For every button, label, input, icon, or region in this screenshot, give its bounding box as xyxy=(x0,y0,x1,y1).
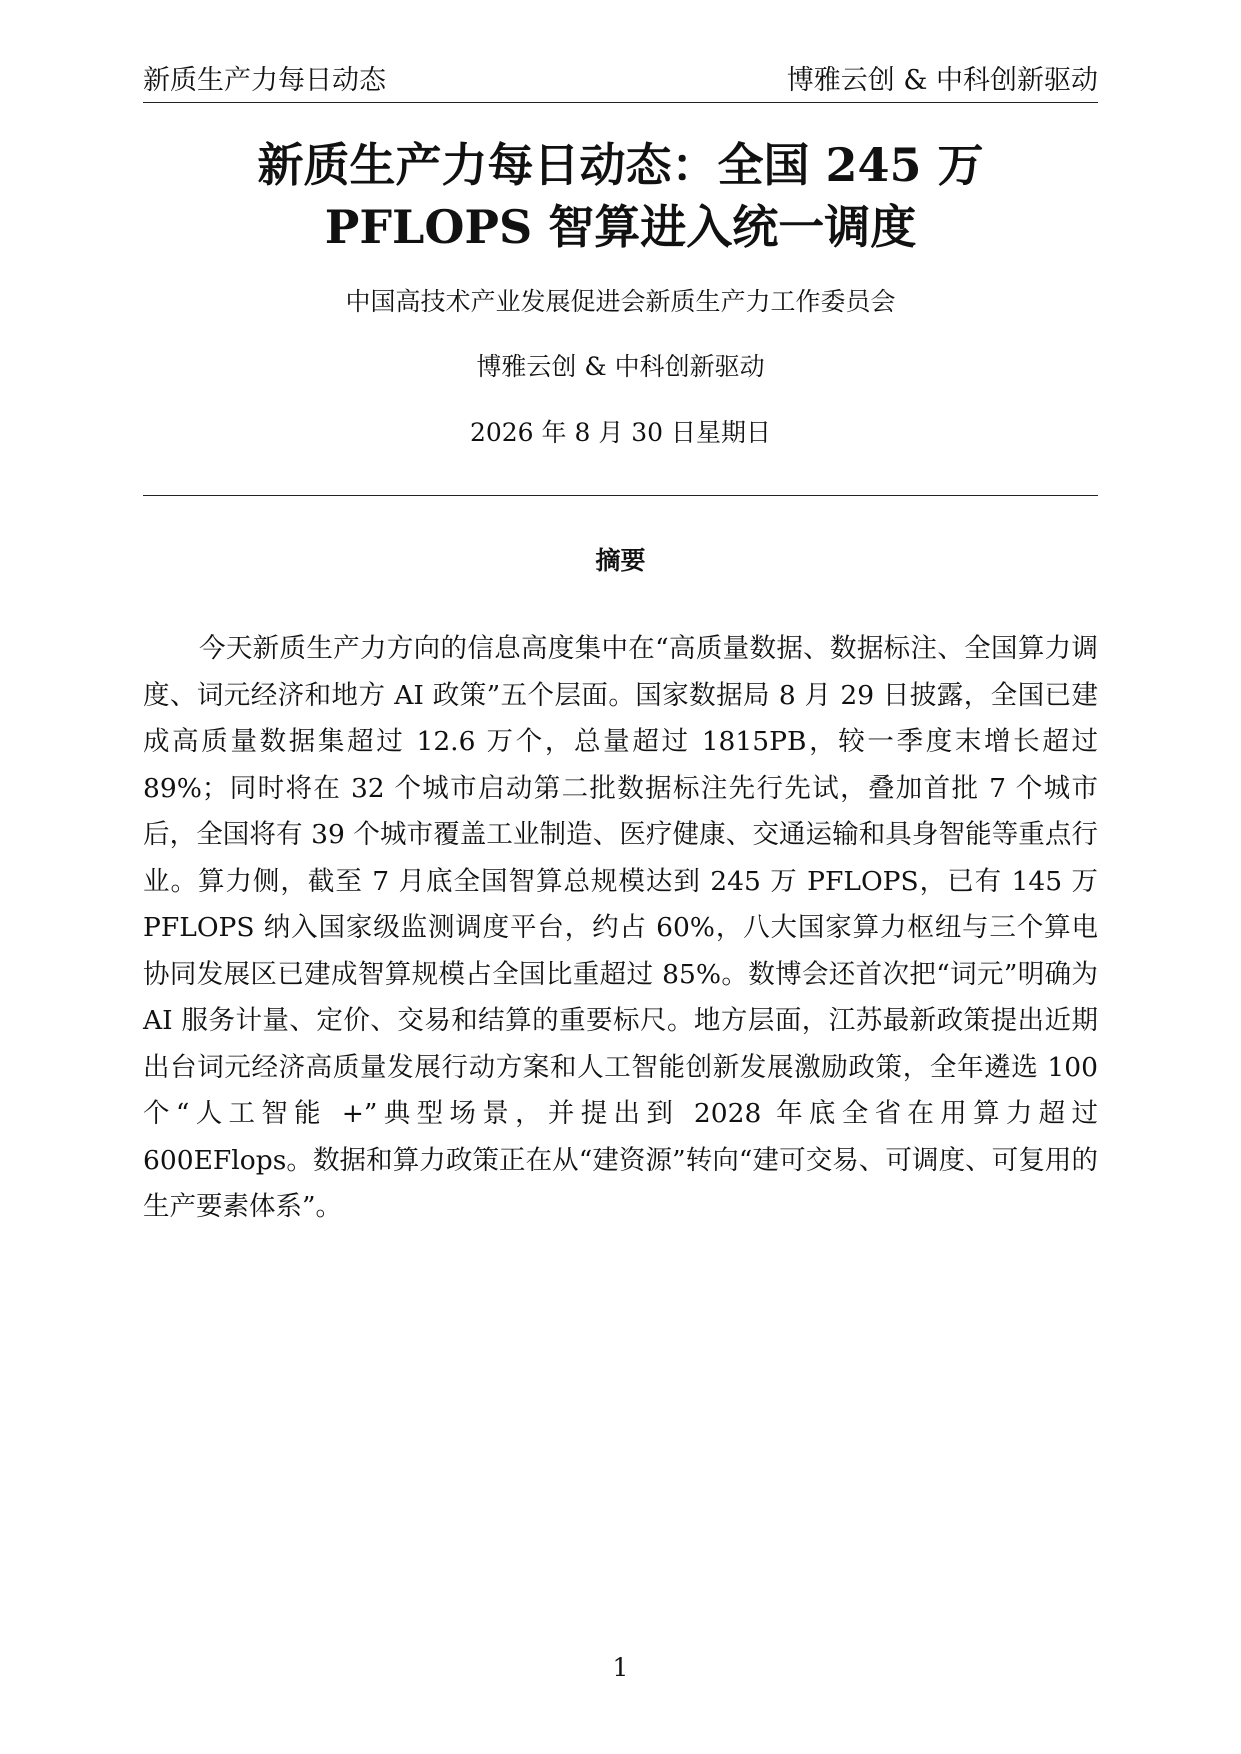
header-left-title: 新质生产力每日动态 xyxy=(143,65,386,96)
title-line-1: 新质生产力每日动态：全国 245 万 xyxy=(257,138,984,192)
title-line-2: PFLOPS 智算进入统一调度 xyxy=(324,200,917,254)
title-divider xyxy=(143,495,1098,496)
document-title xyxy=(143,134,1098,258)
abstract-body: 今天新质生产力方向的信息高度集中在“高质量数据、数据标注、全国算力调度、词元经济和地方 AI 政策”五个层面。国家数据局 8 月 29 日披露，全国已建成高质量数据集超过 12.6 万个，总量超过 1815PB，较一季度末增长超过 89%；同时将在 32 个城市启动第二批数据标注先行先试，叠加首批 7 个城市后，全国将有 39 个城市覆盖工业制造、医疗健康、交通运输和具身智能等重点行业。算力侧，截至 7 月底全国智算总规模达到 245 万 PFLOPS，已有 145 万 PFLOPS 纳入国家级监测调度平台，约占 60%，八大国家算力枢纽与三个算电协同发展区已建成智算规模占全国比重超过 85%。数博会还首次把“词元”明确为 AI 服务计量、定价、交易和结算的重要标尺。地方层面，江苏最新政策提出近期出台词元经济高质量发展行动方案和人工智能创新发展激励政策，全年遴选 100 个“人工智能 +”典型场景，并提出到 2028 年底全省在用算力超过 600EFlops。数据和算力政策正在从“建资源”转向“建可交易、可调度、可复用的生产要素体系”。 xyxy=(143,633,1098,1222)
page-number: 1 xyxy=(612,1653,629,1682)
header-right-publisher: 博雅云创 & 中科创新驱动 xyxy=(786,65,1098,96)
running-header xyxy=(143,58,1098,103)
author-organization: 中国高技术产业发展促进会新质生产力工作委员会 xyxy=(345,287,896,316)
author-publisher: 博雅云创 & 中科创新驱动 xyxy=(476,352,765,381)
publication-date: 2026 年 8 月 30 日星期日 xyxy=(469,418,772,447)
abstract-heading: 摘要 xyxy=(595,546,646,575)
